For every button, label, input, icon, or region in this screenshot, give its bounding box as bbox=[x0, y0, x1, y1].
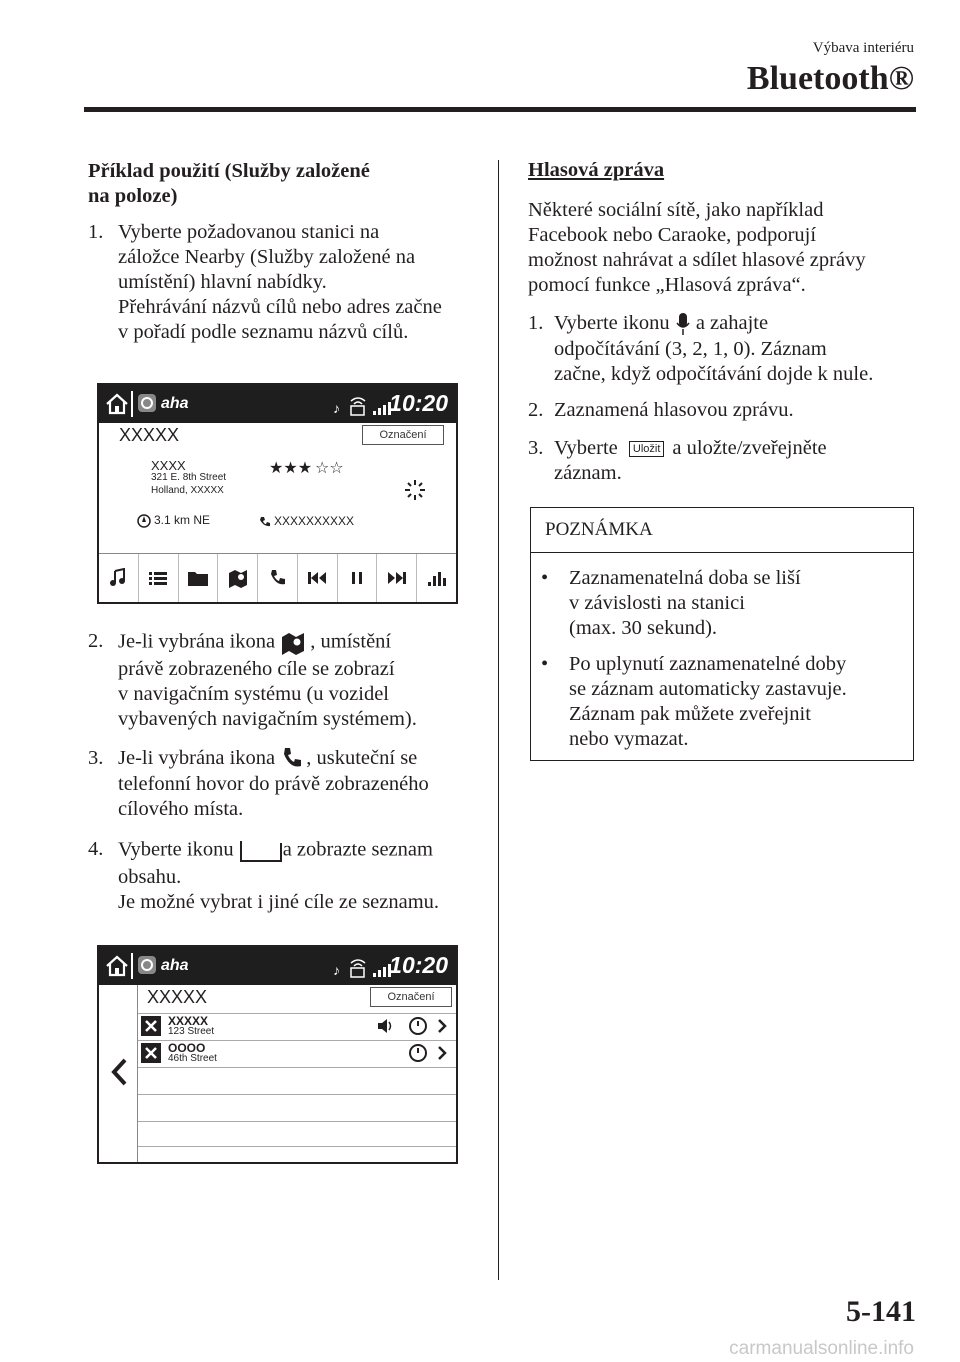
phone-icon bbox=[268, 568, 288, 588]
close-box-icon bbox=[141, 1016, 161, 1036]
step-line: záznam. bbox=[554, 462, 622, 484]
example-heading-line2: na poloze) bbox=[88, 185, 178, 207]
aha-player-screen bbox=[97, 383, 458, 604]
chapter-title: Výbava interiéru bbox=[812, 40, 914, 56]
intro-line: pomocí funkce „Hlasová zpráva“. bbox=[528, 274, 806, 296]
pause-button[interactable] bbox=[337, 554, 377, 602]
note-line: Zaznamenatelná doba se liší bbox=[569, 567, 801, 589]
step-number: 3. bbox=[528, 437, 544, 459]
status-bar bbox=[99, 947, 456, 985]
note-bullet bbox=[541, 566, 901, 641]
rate-button[interactable]: Označení bbox=[370, 987, 452, 1007]
station-title: XXXXX bbox=[147, 987, 208, 1007]
poi-address-line1: 321 E. 8th Street bbox=[151, 472, 227, 483]
station-title: XXXXX bbox=[119, 425, 180, 445]
clock: 10:20 bbox=[389, 390, 448, 416]
step-number: 1. bbox=[528, 312, 544, 334]
step-line bbox=[554, 436, 827, 461]
step-line: vybavených navigačním systémem). bbox=[118, 708, 417, 730]
home-icon[interactable] bbox=[105, 955, 129, 977]
svg-text:★★★: ★★★ bbox=[269, 460, 313, 475]
note-line: nebo vymazat. bbox=[569, 728, 689, 750]
row-line bbox=[138, 1094, 456, 1095]
step-body bbox=[118, 629, 417, 732]
row-line bbox=[138, 1146, 456, 1147]
note-bullet bbox=[541, 652, 901, 752]
detail-icon bbox=[408, 1016, 428, 1036]
intro-line: možnost nahrávat a sdílet hlasové zprávy bbox=[528, 249, 866, 271]
row-line bbox=[138, 1067, 456, 1068]
step-line: umístění) hlavní nabídky. bbox=[118, 271, 327, 293]
step-line bbox=[118, 746, 429, 772]
step-number: 1. bbox=[88, 221, 104, 243]
row-street: 46th Street bbox=[168, 1053, 217, 1064]
rating-stars-icon[interactable] bbox=[269, 459, 351, 475]
pause-icon bbox=[349, 569, 365, 587]
column-divider bbox=[498, 160, 499, 1280]
step-body bbox=[554, 436, 827, 486]
example-heading-line1: Příklad použití (Služby založené bbox=[88, 160, 370, 182]
detail-icon bbox=[408, 1043, 428, 1063]
close-box-icon bbox=[141, 1043, 161, 1063]
watermark: carmanualsonline.info bbox=[729, 1338, 914, 1359]
step-line bbox=[118, 837, 439, 865]
voice-message-heading: Hlasová zpráva bbox=[528, 159, 665, 181]
step-text: Vyberte ikonu bbox=[554, 312, 670, 334]
back-column-divider bbox=[137, 985, 138, 1162]
equalizer-button[interactable] bbox=[416, 554, 456, 602]
step-body: Zaznamená hlasovou zprávu. bbox=[554, 399, 794, 421]
list-row[interactable] bbox=[138, 1040, 456, 1067]
step-line: záložce Nearby (Služby založené na bbox=[118, 246, 416, 268]
distance: 3.1 km NE bbox=[154, 513, 211, 527]
bullet-dot: • bbox=[541, 567, 549, 589]
bullet-dot: • bbox=[541, 653, 549, 675]
compass-icon bbox=[137, 514, 151, 528]
map-button[interactable] bbox=[217, 554, 257, 602]
note-line: Po uplynutí zaznamenatelné doby bbox=[569, 653, 847, 675]
step-line: obsahu. bbox=[118, 866, 182, 888]
step-line bbox=[554, 311, 873, 337]
music-button[interactable] bbox=[99, 554, 138, 602]
folder-icon bbox=[187, 568, 209, 588]
step-line: telefonní hovor do právě zobrazeného bbox=[118, 773, 429, 796]
list-button[interactable] bbox=[138, 554, 178, 602]
header-rule bbox=[84, 107, 916, 112]
step-text: a uložte/zveřejněte bbox=[672, 437, 827, 459]
bottom-toolbar bbox=[99, 553, 456, 602]
step-line: začne, když odpočítávání dojde k nule. bbox=[554, 363, 874, 386]
svg-text:♪: ♪ bbox=[333, 962, 340, 978]
note-line: (max. 30 sekund). bbox=[569, 617, 718, 639]
step-number: 2. bbox=[528, 399, 544, 421]
chevron-right-icon bbox=[436, 1045, 448, 1061]
aha-logo-icon bbox=[137, 955, 157, 975]
step-line: právě zobrazeného cíle se zobrazí bbox=[118, 658, 395, 680]
call-button[interactable] bbox=[257, 554, 297, 602]
step-text: , uskuteční se bbox=[306, 747, 418, 769]
chevron-right-icon bbox=[436, 1018, 448, 1034]
step-line: cílového místa. bbox=[118, 798, 244, 821]
note-line: v závislosti na stanici bbox=[569, 592, 745, 614]
step-line: Přehrávání názvů cílů nebo adres začne bbox=[118, 296, 442, 318]
step-text: , umístění bbox=[310, 630, 392, 653]
folder-icon bbox=[239, 837, 283, 865]
map-pin-icon bbox=[227, 567, 249, 589]
step-body bbox=[554, 311, 873, 387]
step-text: a zahajte bbox=[695, 312, 769, 334]
voice-intro bbox=[528, 198, 918, 298]
loading-spinner-icon bbox=[403, 478, 427, 502]
intro-line: Facebook nebo Caraoke, podporují bbox=[528, 224, 817, 246]
step-number: 3. bbox=[88, 747, 104, 769]
step-line: v navigačním systému (u vozidel bbox=[118, 683, 389, 705]
save-button: Uložit bbox=[629, 441, 665, 457]
step-number: 2. bbox=[88, 630, 104, 652]
intro-line: Některé sociální sítě, jako například bbox=[528, 199, 824, 221]
separator bbox=[131, 391, 133, 417]
equalizer-icon bbox=[426, 568, 448, 588]
poi-name: XXXX bbox=[151, 458, 186, 473]
step-body bbox=[118, 837, 439, 915]
rate-button[interactable]: Označení bbox=[362, 425, 444, 445]
phone-icon bbox=[259, 516, 271, 528]
row-street: 123 Street bbox=[168, 1026, 215, 1037]
step-line: v pořadí podle seznamu názvů cílů. bbox=[118, 321, 409, 343]
status-bar bbox=[99, 385, 456, 423]
home-icon[interactable] bbox=[105, 393, 129, 415]
example-heading bbox=[88, 159, 370, 209]
app-name: aha bbox=[161, 395, 189, 412]
app-name: aha bbox=[161, 957, 189, 974]
back-chevron-icon[interactable] bbox=[109, 1057, 129, 1087]
microphone-icon bbox=[675, 311, 691, 337]
step-line: Je možné vybrat i jiné cíle ze seznamu. bbox=[118, 891, 440, 913]
note-heading: POZNÁMKA bbox=[531, 508, 913, 553]
note-line: se záznam automaticky zastavuje. bbox=[569, 678, 847, 700]
row-line bbox=[138, 1121, 456, 1122]
note-box bbox=[530, 507, 914, 761]
next-button[interactable] bbox=[376, 554, 416, 602]
phone-number: XXXXXXXXXX bbox=[274, 514, 355, 528]
step-line: odpočítávání (3, 2, 1, 0). Záznam bbox=[554, 338, 827, 361]
section-title: Bluetooth® bbox=[746, 60, 914, 97]
step-text: a zobrazte seznam bbox=[282, 838, 433, 861]
aha-logo-icon bbox=[137, 393, 157, 413]
row-name: XXXXX bbox=[168, 1014, 209, 1028]
row-name: OOOO bbox=[168, 1041, 206, 1055]
step-text: Je-li vybrána ikona bbox=[118, 747, 276, 769]
skip-back-icon bbox=[306, 569, 328, 587]
step-line bbox=[118, 629, 417, 657]
aha-list-screen bbox=[97, 945, 458, 1164]
step-line: Vyberte požadovanou stanici na bbox=[118, 221, 380, 243]
list-row[interactable] bbox=[138, 1013, 456, 1040]
page-number: 5-141 bbox=[846, 1295, 916, 1328]
map-pin-icon bbox=[280, 629, 310, 657]
phone-icon bbox=[280, 746, 306, 772]
step-body bbox=[118, 746, 429, 822]
clock: 10:20 bbox=[389, 952, 448, 978]
speaker-icon bbox=[376, 1017, 396, 1035]
separator bbox=[131, 953, 133, 979]
svg-text:♪: ♪ bbox=[333, 400, 340, 416]
note-line: Záznam pak můžete zveřejnit bbox=[569, 703, 811, 725]
step-number: 4. bbox=[88, 838, 104, 860]
step-text: Je-li vybrána ikona bbox=[118, 630, 276, 653]
music-note-icon bbox=[108, 568, 128, 588]
step-text: Vyberte ikonu bbox=[118, 838, 234, 861]
list-icon bbox=[148, 568, 168, 588]
step-body bbox=[118, 220, 442, 345]
svg-text:☆☆: ☆☆ bbox=[315, 460, 344, 475]
poi-address-line2: Holland, XXXXX bbox=[151, 485, 224, 496]
folder-button[interactable] bbox=[178, 554, 218, 602]
step-text: Vyberte bbox=[554, 437, 618, 459]
skip-forward-icon bbox=[386, 569, 408, 587]
previous-button[interactable] bbox=[297, 554, 337, 602]
